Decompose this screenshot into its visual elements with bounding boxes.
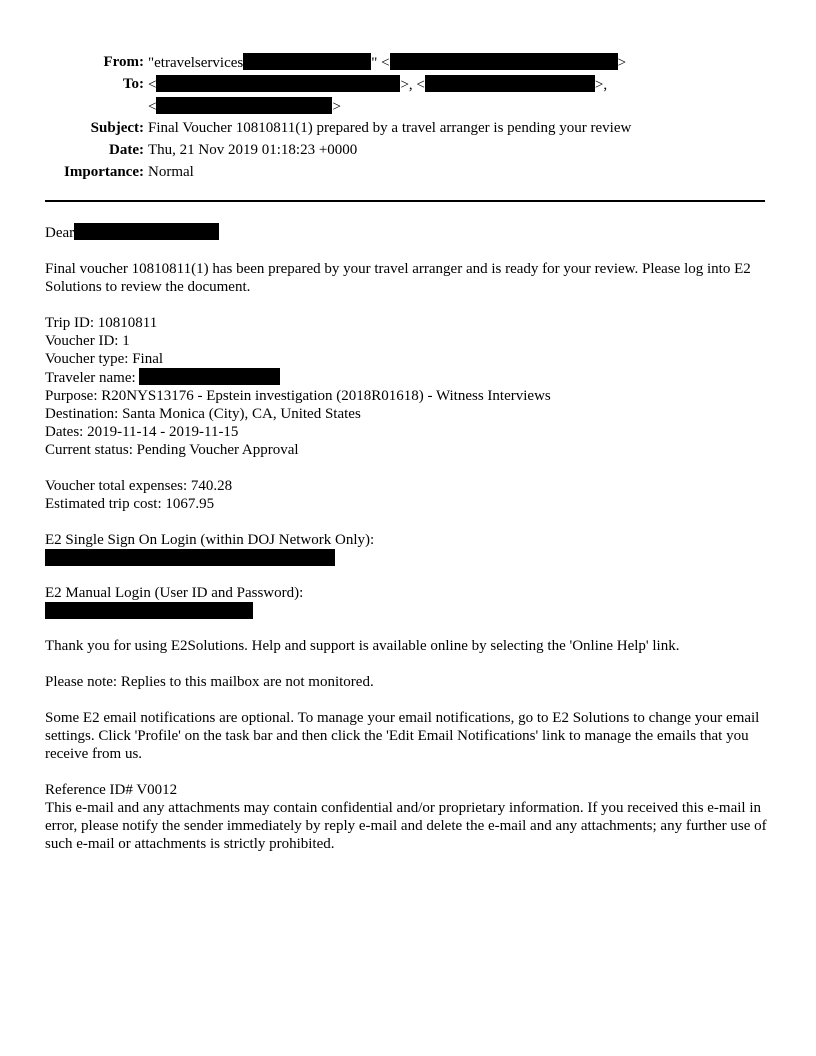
from-prefix: "etravelservices xyxy=(148,55,244,71)
from-row xyxy=(0,53,816,75)
date-value: Thu, 21 Nov 2019 01:18:23 +0000 xyxy=(148,142,358,158)
trip-id: Trip ID: 10810811 xyxy=(45,315,158,331)
voucher-total-expenses: Voucher total expenses: 740.28 xyxy=(45,478,233,494)
importance-row xyxy=(0,163,816,185)
estimated-trip-cost: Estimated trip cost: 1067.95 xyxy=(45,496,215,512)
redaction-bar xyxy=(74,223,219,240)
confidentiality-notice: This e-mail and any attachments may contain confidential and/or proprietary information. If you received this e-mail in error, please notify the sender immediately by reply e-mail and delete the e-mail and any attachments; any further use of such e-mail or attachments is strictly prohibited. xyxy=(45,800,767,852)
traveler-label: Traveler name: xyxy=(45,370,136,386)
subject-label: Subject: xyxy=(90,120,144,136)
to-value-continued xyxy=(148,97,341,116)
optional-notifications-paragraph: Some E2 email notifications are optional. To manage your email notifications, go to E2 Solutions to change your email settings. Click 'Profile' on the task bar and then click the 'Edit Email Notifications' link to manage the emails that you receive from us. xyxy=(45,710,760,762)
to-end-2: > xyxy=(332,99,341,115)
from-label: From: xyxy=(103,54,144,70)
sso-login-label: E2 Single Sign On Login (within DOJ Network Only): xyxy=(45,532,375,548)
redaction-bar xyxy=(243,53,371,70)
to-label: To: xyxy=(122,76,144,92)
redaction-bar xyxy=(156,75,400,92)
subject-row xyxy=(0,119,816,141)
voucher-id: Voucher ID: 1 xyxy=(45,333,130,349)
date-label: Date: xyxy=(109,142,144,158)
greeting-text: Dear xyxy=(45,225,75,241)
redaction-bar xyxy=(156,97,332,114)
redaction-bar xyxy=(390,53,618,70)
to-row-continued xyxy=(0,97,816,119)
date-row xyxy=(0,141,816,163)
header-divider xyxy=(45,200,765,202)
from-end: > xyxy=(617,55,627,71)
mailbox-note: Please note: Replies to this mailbox are not monitored. xyxy=(45,674,374,690)
current-status: Current status: Pending Voucher Approval xyxy=(45,442,299,458)
redacted-sso-link xyxy=(45,549,335,566)
reference-id: Reference ID# V0012 xyxy=(45,782,178,798)
redaction-bar xyxy=(425,75,595,92)
destination: Destination: Santa Monica (City), CA, United States xyxy=(45,406,361,422)
trip-dates: Dates: 2019-11-14 - 2019-11-15 xyxy=(45,424,239,440)
to-tail: >, xyxy=(594,77,608,93)
manual-login-label: E2 Manual Login (User ID and Password): xyxy=(45,585,304,601)
greeting xyxy=(45,223,773,242)
thanks-paragraph: Thank you for using E2Solutions. Help and support is available online by selecting the 'Online Help' link. xyxy=(45,638,680,654)
email-body xyxy=(45,223,773,853)
to-open-2: < xyxy=(148,99,157,115)
intro-paragraph: Final voucher 10810811(1) has been prepared by your travel arranger and is ready for your review. Please log into E2 Solutions to review the document. xyxy=(45,261,751,295)
traveler-name xyxy=(45,368,773,387)
importance-value: Normal xyxy=(148,164,194,180)
to-separator: >, < xyxy=(400,77,425,93)
importance-label: Importance: xyxy=(64,164,144,180)
purpose: Purpose: R20NYS13176 - Epstein investigation (2018R01618) - Witness Interviews xyxy=(45,388,551,404)
redacted-manual-link xyxy=(45,602,253,619)
to-row xyxy=(0,75,816,97)
voucher-type: Voucher type: Final xyxy=(45,351,164,367)
to-open: < xyxy=(148,77,157,93)
subject-value: Final Voucher 10810811(1) prepared by a travel arranger is pending your review xyxy=(148,120,632,136)
redaction-bar xyxy=(139,368,280,385)
from-value xyxy=(148,53,626,72)
email-header xyxy=(0,53,816,185)
to-value xyxy=(148,75,607,94)
from-mid: " < xyxy=(371,55,390,71)
